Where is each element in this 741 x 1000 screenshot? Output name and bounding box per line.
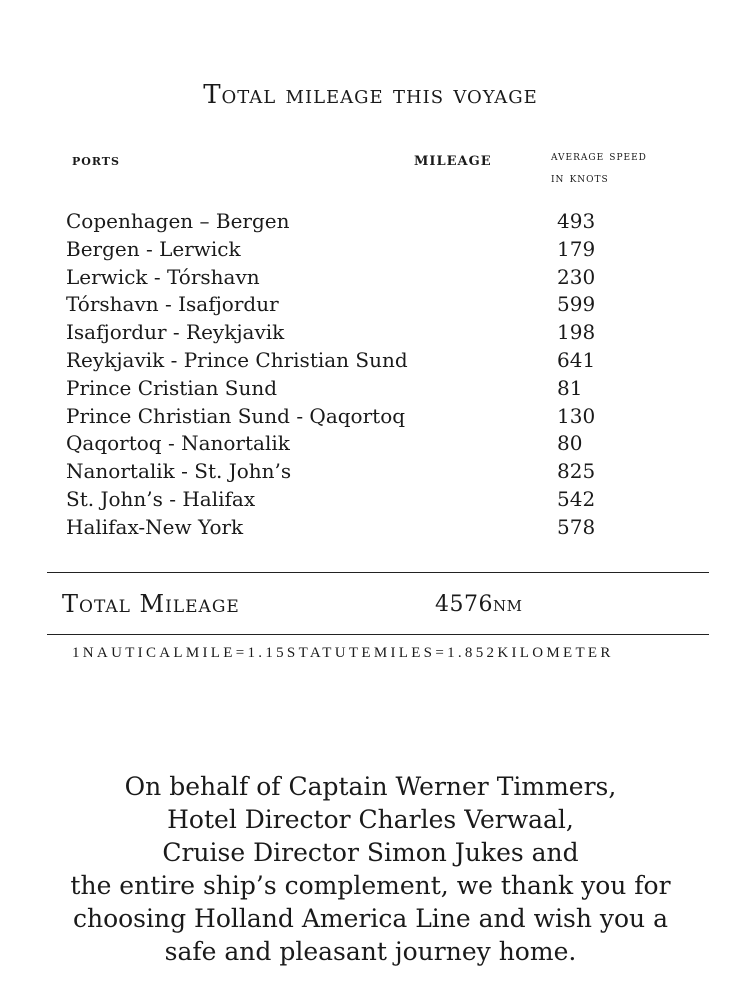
conversion-note: 1NAUTICALMILE=1.15STATUTEMILES=1.852KILOMETER bbox=[72, 645, 614, 661]
table-row bbox=[66, 207, 666, 235]
ports-column-header: ports bbox=[72, 150, 120, 169]
table-row bbox=[66, 290, 666, 318]
row-value: 230 bbox=[557, 264, 596, 289]
row-port: Qaqortoq - Nanortalik bbox=[66, 431, 290, 456]
row-value: 641 bbox=[557, 347, 596, 372]
table-row bbox=[66, 402, 666, 430]
row-value: 493 bbox=[557, 209, 596, 233]
closing-line: the entire ship’s complement, we thank you for bbox=[70, 871, 671, 900]
total-mileage-label: Total Mileage bbox=[62, 590, 240, 618]
closing-line: safe and pleasant journey home. bbox=[164, 937, 577, 966]
table-row bbox=[66, 263, 666, 291]
speed-column-header bbox=[551, 146, 647, 190]
table-row bbox=[66, 513, 666, 541]
table-row bbox=[66, 374, 666, 402]
row-value: 198 bbox=[557, 320, 596, 345]
row-value: 578 bbox=[557, 514, 596, 539]
closing-line: Hotel Director Charles Verwaal, bbox=[167, 805, 574, 834]
row-value: 825 bbox=[557, 459, 596, 484]
page-title: Total mileage this voyage bbox=[203, 80, 538, 110]
table-row bbox=[66, 457, 666, 485]
row-value: 81 bbox=[557, 375, 583, 400]
row-port: St. John’s - Halifax bbox=[66, 486, 256, 511]
row-port: Copenhagen – Bergen bbox=[66, 209, 290, 233]
closing-line: Cruise Director Simon Jukes and bbox=[162, 838, 579, 867]
divider-top bbox=[47, 572, 709, 573]
row-port: Nanortalik - St. John’s bbox=[66, 459, 292, 484]
mileage-column-header: mileage bbox=[414, 148, 492, 170]
row-port: Halifax-New York bbox=[66, 514, 244, 539]
row-value: 80 bbox=[557, 431, 583, 456]
row-port: Lerwick - Tórshavn bbox=[66, 264, 260, 289]
speed-header-line1: average speed bbox=[551, 149, 647, 164]
row-port: Bergen - Lerwick bbox=[66, 236, 241, 261]
row-port: Tórshavn - Isafjordur bbox=[66, 292, 279, 317]
row-value: 179 bbox=[557, 236, 596, 261]
table-row bbox=[66, 485, 666, 513]
table-row bbox=[66, 429, 666, 457]
divider-bottom bbox=[47, 634, 709, 635]
row-port: Prince Cristian Sund bbox=[66, 375, 278, 400]
row-port: Prince Christian Sund - Qaqortoq bbox=[66, 403, 406, 428]
closing-line: On behalf of Captain Werner Timmers, bbox=[124, 772, 617, 801]
row-port: Isafjordur - Reykjavik bbox=[66, 320, 285, 345]
total-mileage-value: 4576nm bbox=[435, 592, 523, 617]
row-port: Reykjavik - Prince Christian Sund bbox=[66, 347, 408, 372]
mileage-table bbox=[66, 207, 666, 541]
speed-header-line2: in knots bbox=[551, 171, 609, 186]
row-value: 542 bbox=[557, 486, 596, 511]
table-row bbox=[66, 346, 666, 374]
row-value: 130 bbox=[557, 403, 596, 428]
closing-line: choosing Holland America Line and wish you a bbox=[72, 904, 669, 933]
table-row bbox=[66, 235, 666, 263]
table-row bbox=[66, 318, 666, 346]
row-value: 599 bbox=[557, 292, 596, 317]
closing-message bbox=[0, 770, 741, 968]
